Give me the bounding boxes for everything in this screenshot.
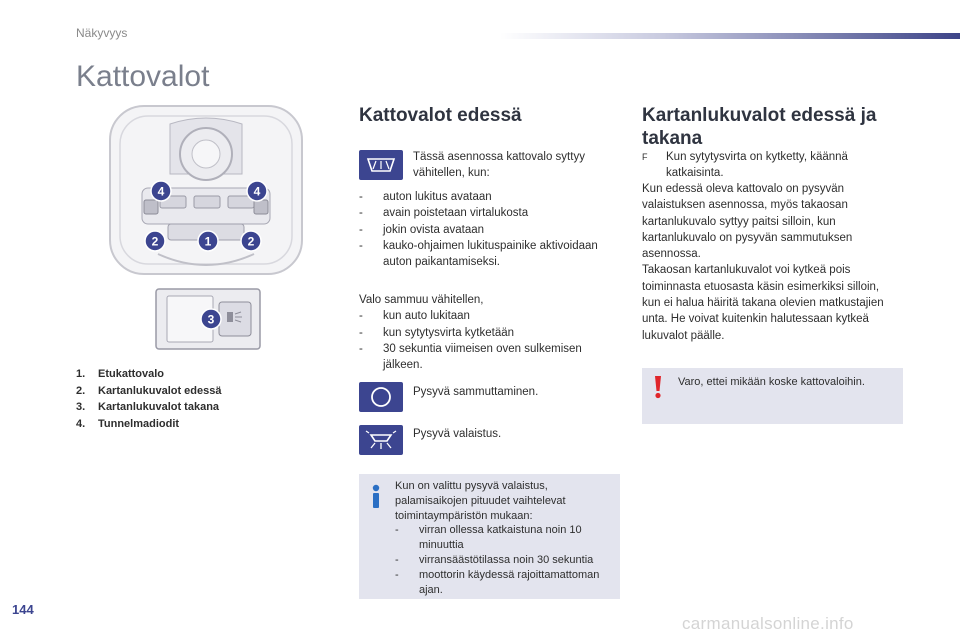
svg-text:2: 2 [247,234,255,249]
watermark: carmanualsonline.info [682,614,854,633]
callout-2-left [144,230,166,257]
legend-item: 2. Kartanlukuvalot edessä [76,384,222,397]
info-box [359,474,620,599]
svg-text:4: 4 [253,184,261,199]
callout-3 [200,308,222,335]
door-mode-icon [359,150,403,180]
warning-box [642,368,903,424]
figure-legend [76,366,222,432]
list-item: - kauko-ohjaimen lukituspainike aktivoidaan auton paikantamiseksi. [359,238,621,271]
legend-item: 3. Kartanlukuvalot takana [76,401,220,413]
map-lights-step: F Kun sytytysvirta on kytketty, käännä katkaisinta. [642,149,904,182]
callout-1 [197,230,219,257]
callout-4-left [150,180,172,207]
list-item: - jokin ovista avataan [359,222,621,238]
svg-text:3: 3 [207,312,215,327]
map-lights-heading: Kartanlukuvalot edessä ja takana [642,105,877,149]
on-mode-text: Pysyvä valaistus. [413,428,502,440]
off-conditions-block [359,292,621,373]
section-label: Näkyvyys [76,26,128,40]
lamp-on-icon [359,425,403,455]
ring-off-icon [359,382,403,412]
list-item: - avain poistetaan virtalukosta [359,205,621,221]
warning-text: Varo, ettei mikään koske kattovaloihin. [678,376,865,388]
map-lights-paragraph: Kun edessä oleva kattovalo on pysyvän valaistuksen asennossa, myös takaosan kartanlukuvalo syttyy paitsi silloin, kun kartanlukuvalo on pysyvän sammutuksen asennossa. Takaosan kartanlukuvalot voi kytkeä pois toiminnasta etuosasta käsin esimerkiksi silloin, kun ei halua häiritä takana olevien matkustajien unta. He voivat kuitenkin halutessaan kytkeä lukuvalot päälle. [642,183,884,342]
svg-text:2: 2 [151,234,159,249]
legend-item: 1. Etukattovalo [76,368,165,380]
info-list [395,523,617,597]
legend-item: 4. Tunnelmadiodit [76,417,180,430]
page-title: Kattovalot [76,60,210,93]
list-item: - kun auto lukitaan [359,308,621,324]
list-item: - 30 sekuntia viimeisen oven sulkemisen jälkeen. [359,341,621,374]
info-icon [367,484,385,515]
off-intro: Valo sammuu vähitellen, [359,294,484,306]
callout-4-right [246,180,268,207]
svg-text:1: 1 [204,234,212,249]
off-mode-text: Pysyvä sammuttaminen. [413,386,539,398]
svg-text:4: 4 [157,184,165,199]
info-text: Kun on valittu pysyvä valaistus, palamisaikojen pituudet vaihtelevat toimintaympäristön mukaan: - virran ollessa katkaistuna noin 10 minuuttia - virransäästötilassa noin 30 sekuntia - moottorin käydessä rajoittamattoman ajan. [395,479,617,597]
door-mode-text: Tässä asennossa kattovalo syttyy vähitellen, kun: [413,151,585,180]
page-number: 144 [12,602,34,617]
step-marker: F [642,152,648,162]
off-conditions-list [359,308,621,373]
list-item: - virran ollessa katkaistuna noin 10 minuuttia [395,523,617,553]
front-lights-heading: Kattovalot edessä [359,105,522,126]
on-conditions-list [359,189,621,270]
list-item: - virransäästötilassa noin 30 sekuntia [395,553,617,568]
list-item: - auton lukitus avataan [359,189,621,205]
list-item: - moottorin käydessä rajoittamattoman ajan. [395,568,617,598]
exclamation-icon [652,375,664,404]
callout-2-right [240,230,262,257]
ceiling-console-figure [108,104,304,276]
header-bar [500,33,960,39]
list-item: - kun sytytysvirta kytketään [359,325,621,341]
rear-map-light-figure [155,288,261,350]
